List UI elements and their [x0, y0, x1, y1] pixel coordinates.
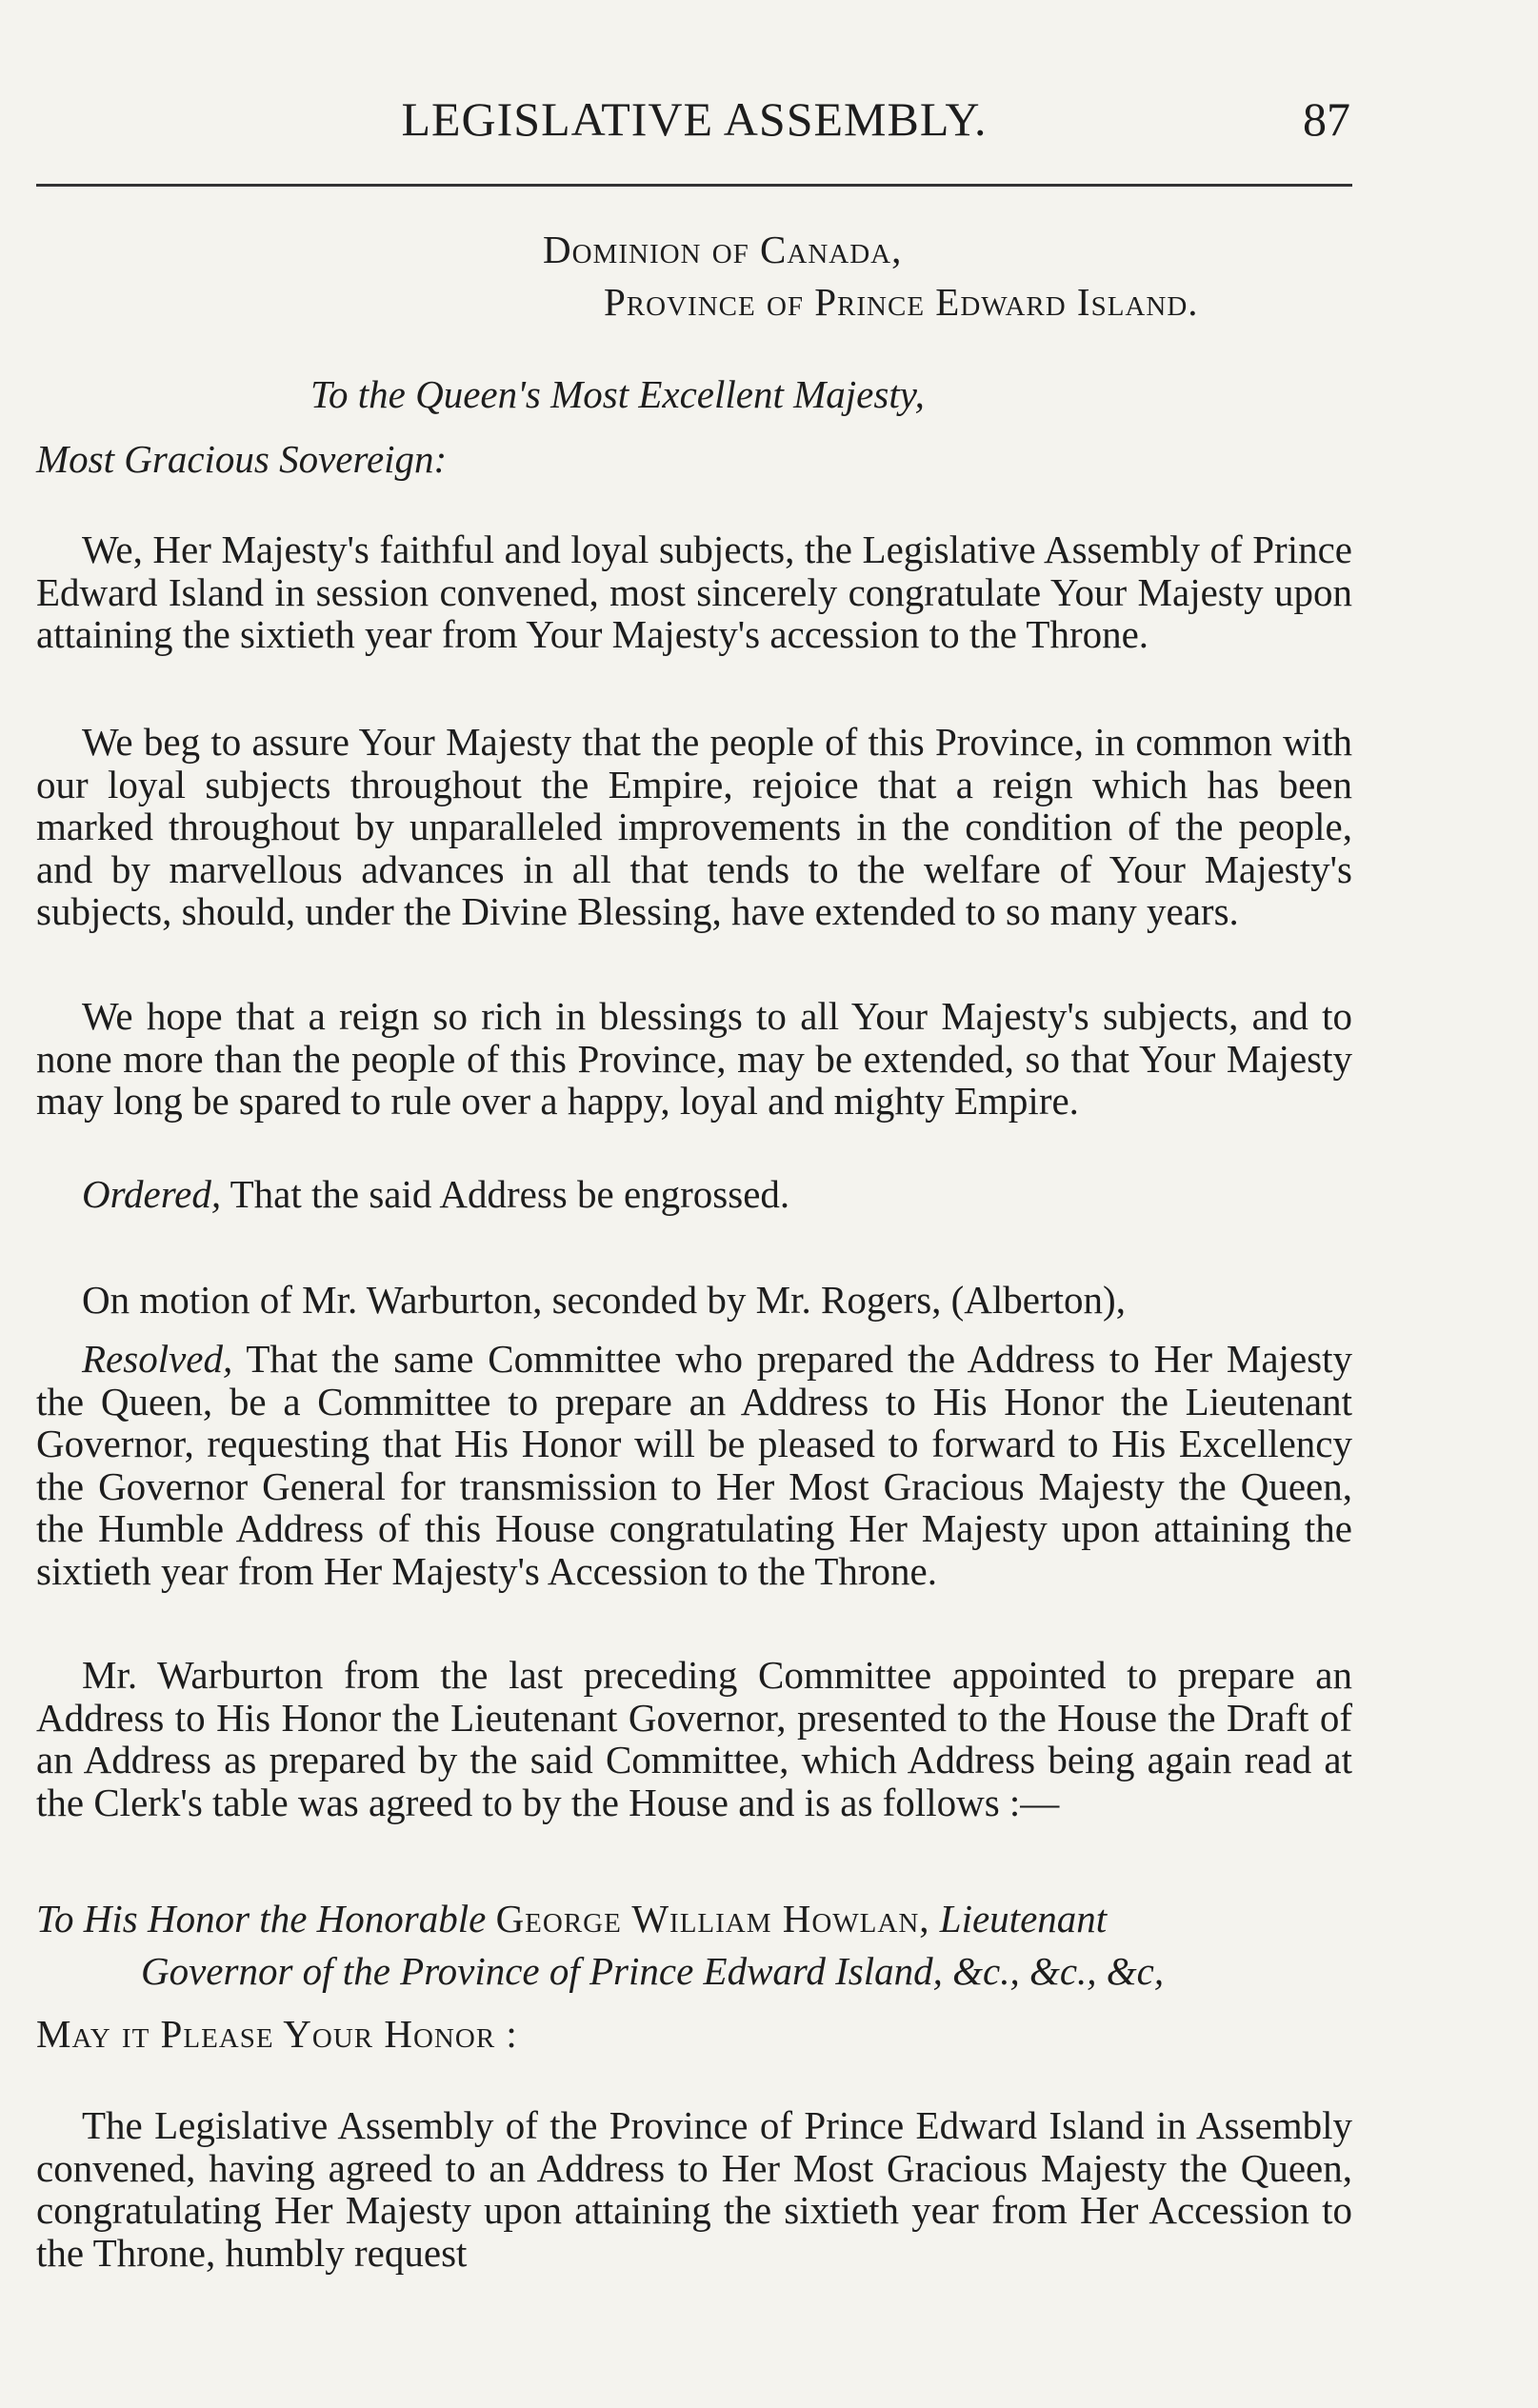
motion-paragraph: [36, 1279, 1352, 1322]
paragraph-3-text: We hope that a reign so rich in blessings to all Your Majesty's subjects, and to none more than the people of this Province, may be extended, so that Your Majesty may long be spared to rule over a happy, loyal and mighty Empire.: [36, 994, 1352, 1123]
paragraph-2: [36, 721, 1352, 933]
resolved-label: Resolved,: [82, 1337, 233, 1381]
addressee-name: George William Howlan,: [495, 1897, 930, 1940]
page-header: [36, 91, 1352, 149]
ordered-paragraph: [36, 1173, 1352, 1216]
province-line: Province of Prince Edward Island.: [604, 280, 1199, 324]
ordered-label: Ordered,: [82, 1172, 222, 1216]
salutation-line: Most Gracious Sovereign:: [36, 437, 448, 481]
paragraph-1-text: We, Her Majesty's faithful and loyal subjects, the Legislative Assembly of Prince Edward Island in session convened, most sincerely congratulate Your Majesty upon attaining the sixtieth year from Your Majesty's accession to the Throne.: [36, 527, 1352, 656]
header-rule: [36, 184, 1352, 187]
may-it-please-line: May it Please Your Honor :: [36, 2012, 518, 2056]
addressee-prefix: To His Honor the Honorable: [36, 1897, 487, 1940]
paragraph-3: [36, 995, 1352, 1123]
resolved-paragraph: [36, 1338, 1352, 1592]
to-queen-line: To the Queen's Most Excellent Majesty,: [310, 372, 925, 416]
ordered-text: That the said Address be engrossed.: [221, 1172, 790, 1216]
paragraph-final-text: The Legislative Assembly of the Province of Prince Edward Island in Assembly convened, having agreed to an Address to Her Most Gracious Majesty the Queen, congratulating Her Majesty upon attaining the sixtieth year from Her Accession to the Throne, humbly request: [36, 2103, 1352, 2275]
paragraph-1: [36, 528, 1352, 656]
addressee-title: Lieutenant: [939, 1897, 1108, 1940]
committee-text: Mr. Warburton from the last preceding Committee appointed to prepare an Address to His Honor the Lieutenant Governor, presented to the House the Draft of an Address as prepared by the said Committee, which Address being again read at the Clerk's table was agreed to by the House and is as follows :—: [36, 1653, 1352, 1824]
running-title: LEGISLATIVE ASSEMBLY.: [401, 92, 988, 146]
dominion-line: Dominion of Canada,: [543, 228, 903, 271]
addressee-line-2: Governor of the Province of Prince Edward Island, &c., &c., &c,: [141, 1949, 1165, 1993]
addressee-block: [36, 1893, 1352, 1998]
motion-text: On motion of Mr. Warburton, seconded by Mr. Rogers, (Alberton),: [82, 1278, 1126, 1322]
paragraph-2-text: We beg to assure Your Majesty that the people of this Province, in common with our loyal subjects throughout the Empire, rejoice that a reign which has been marked throughout by unparalleled improvements in the condition of the people, and by marvellous advances in all that tends to the welfare of Your Majesty's subjects, should, under the Divine Blessing, have extended to so many years.: [36, 720, 1352, 933]
addressee-line-1: [36, 1893, 1352, 1945]
paragraph-final: [36, 2104, 1352, 2274]
committee-paragraph: [36, 1654, 1352, 1823]
page-number: 87: [1303, 92, 1350, 146]
document-page: [36, 0, 1352, 2408]
resolved-text: That the same Committee who prepared the Address to Her Majesty the Queen, be a Committee to prepare an Address to His Honor the Lieutenant Governor, requesting that His Honor will be pleased to forward to His Excellency the Governor General for transmission to Her Most Gracious Majesty the Queen, the Humble Address of this House congratulating Her Majesty upon attaining the sixtieth year from Her Majesty's Accession to the Throne.: [36, 1337, 1352, 1593]
